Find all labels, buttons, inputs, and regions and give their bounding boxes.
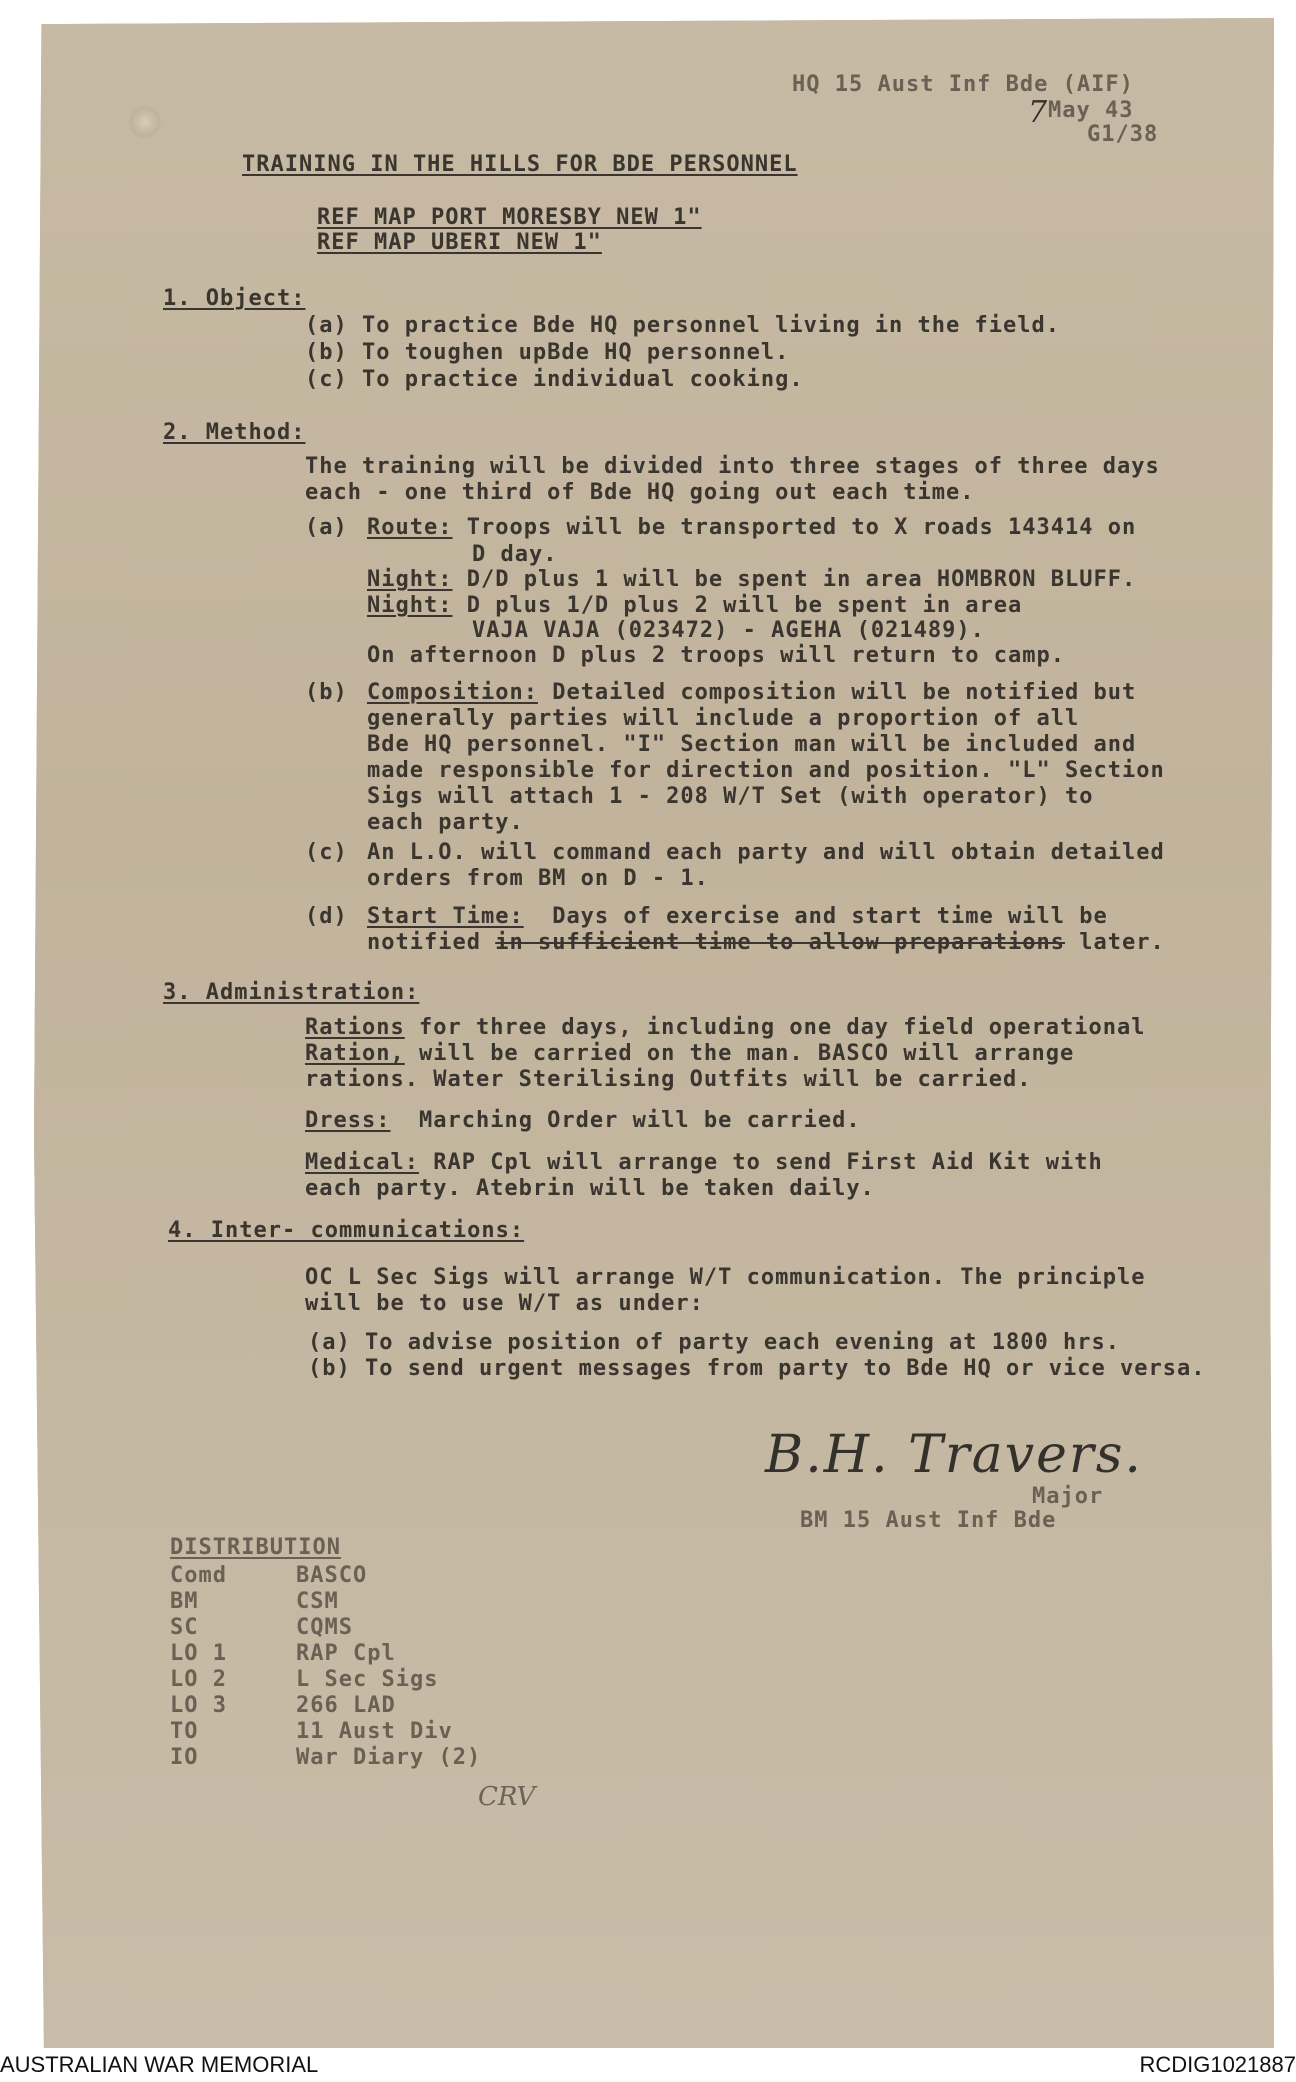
- s2-intro-2: each - one third of Bde HQ going out each time.: [305, 480, 975, 505]
- s2a-label: (a): [305, 515, 348, 540]
- later-text: later.: [1065, 930, 1165, 955]
- s2a-route: [367, 515, 1136, 540]
- s1-head: [163, 286, 305, 311]
- s3-medical-2: each party. Atebrin will be taken daily.: [305, 1176, 875, 1201]
- night1-key: Night:: [367, 567, 453, 592]
- s2c-line-2: orders from BM on D - 1.: [367, 866, 709, 891]
- composition-text: Detailed composition will be notified but: [537, 680, 1137, 705]
- dist-right-4: RAP Cpl: [296, 1641, 396, 1666]
- signature-unit: BM 15 Aust Inf Bde: [800, 1508, 1057, 1533]
- s2a-night2: [367, 593, 1022, 618]
- dist-left-1: Comd: [170, 1563, 227, 1588]
- start-time-text: Days of exercise and start time will be: [523, 904, 1108, 929]
- night2-key: Night:: [367, 593, 453, 618]
- s3-rations-1: [305, 1015, 1145, 1040]
- dress-key: Dress:: [305, 1108, 391, 1133]
- rations-text-2: will be carried on the man. BASCO will arrange: [404, 1041, 1075, 1066]
- dist-right-5: L Sec Sigs: [296, 1667, 439, 1692]
- header-date-day: 7: [1028, 95, 1048, 130]
- s4-line-2: will be to use W/T as under:: [305, 1291, 704, 1316]
- s2d-label: (d): [305, 904, 348, 929]
- dist-left-5: LO 2: [170, 1667, 227, 1692]
- s2-intro-1: The training will be divided into three stages of three days: [305, 454, 1160, 479]
- dist-left-6: LO 3: [170, 1693, 227, 1718]
- s2a-night2-cont: VAJA VAJA (023472) - AGEHA (021489).: [472, 618, 985, 643]
- s4-heading: 4. Inter- communications:: [168, 1218, 525, 1243]
- night1-text: D/D plus 1 will be spent in area HOMBRON BLUFF.: [452, 567, 1137, 592]
- s3-rations-3: rations. Water Sterilising Outfits will be carried.: [305, 1067, 1032, 1092]
- signature-handwritten: B.H. Travers.: [765, 1425, 1143, 1485]
- s2a-afternoon: On afternoon D plus 2 troops will return to camp.: [367, 643, 1066, 668]
- s2d-line-1: [367, 904, 1108, 929]
- night2-text: D plus 1/D plus 2 will be spent in area: [452, 593, 1023, 618]
- footer-record-id: RCDIG1021887: [1139, 2052, 1296, 2077]
- medical-text: RAP Cpl will arrange to send First Aid Kit with: [418, 1150, 1103, 1175]
- s2b-line-4: made responsible for direction and position. "L" Section: [367, 758, 1165, 783]
- s3-rations-2: [305, 1041, 1074, 1066]
- struck-text: in sufficient time to allow preparations: [495, 930, 1066, 955]
- header-date: May 43: [1048, 98, 1134, 123]
- dist-left-2: BM: [170, 1589, 199, 1614]
- composition-key: Composition:: [367, 680, 538, 705]
- s3-dress: [305, 1108, 861, 1133]
- dist-right-8: War Diary (2): [296, 1745, 482, 1770]
- s2b-line-2: generally parties will include a proportion of all: [367, 706, 1080, 731]
- dist-left-8: IO: [170, 1745, 199, 1770]
- dist-left-4: LO 1: [170, 1641, 227, 1666]
- dist-right-7: 11 Aust Div: [296, 1719, 453, 1744]
- dist-right-3: CQMS: [296, 1615, 353, 1640]
- dress-text: Marching Order will be carried.: [390, 1108, 861, 1133]
- dist-left-7: TO: [170, 1719, 199, 1744]
- header-hq: HQ 15 Aust Inf Bde (AIF): [792, 72, 1134, 97]
- s1-item-a: (a) To practice Bde HQ personnel living in the field.: [305, 313, 1060, 338]
- route-text: Troops will be transported to X roads 143414 on: [452, 515, 1137, 540]
- handwritten-initials: CRV: [478, 1782, 536, 1812]
- s2b-line-3: Bde HQ personnel. "I" Section man will be included and: [367, 732, 1137, 757]
- signature-rank: Major: [1032, 1484, 1104, 1509]
- s2c-line-1: An L.O. will command each party and will obtain detailed: [367, 840, 1165, 865]
- header-ref: G1/38: [1087, 122, 1159, 147]
- ration-key: Ration,: [305, 1041, 405, 1066]
- dist-right-6: 266 LAD: [296, 1693, 396, 1718]
- s4-item-a: (a) To advise position of party each evening at 1800 hrs.: [308, 1330, 1120, 1355]
- s2-head-line: [163, 420, 305, 445]
- route-key: Route:: [367, 515, 453, 540]
- punch-hole: [128, 105, 162, 139]
- s1-item-c: (c) To practice individual cooking.: [305, 367, 804, 392]
- s4-item-b: (b) To send urgent messages from party to Bde HQ or vice versa.: [308, 1356, 1206, 1381]
- rations-key: Rations: [305, 1015, 405, 1040]
- s1-heading: 1. Object:: [163, 286, 306, 311]
- medical-key: Medical:: [305, 1150, 419, 1175]
- dist-right-2: CSM: [296, 1589, 339, 1614]
- s3-heading: 3. Administration:: [163, 980, 420, 1005]
- ref-map-1: REF MAP PORT MORESBY NEW 1": [317, 205, 702, 230]
- s2b-line-1: [367, 680, 1136, 705]
- start-time-key: Start Time:: [367, 904, 524, 929]
- s4-line-1: OC L Sec Sigs will arrange W/T communication. The principle: [305, 1265, 1146, 1290]
- s2c-label: (c): [305, 840, 348, 865]
- s2b-label: (b): [305, 680, 348, 705]
- document-title: TRAINING IN THE HILLS FOR BDE PERSONNEL: [242, 152, 798, 177]
- notified-text: notified: [367, 930, 496, 955]
- s2-heading: 2. Method:: [163, 420, 306, 445]
- s3-head-line: [163, 980, 419, 1005]
- s2d-line-2: [367, 930, 1165, 955]
- dist-right-1: BASCO: [296, 1563, 368, 1588]
- distribution-heading: DISTRIBUTION: [170, 1535, 341, 1560]
- dist-left-3: SC: [170, 1615, 199, 1640]
- s2a-night1: [367, 567, 1136, 592]
- s3-medical-1: [305, 1150, 1103, 1175]
- rations-text-1: for three days, including one day field operational: [404, 1015, 1146, 1040]
- s1-item-b: (b) To toughen upBde HQ personnel.: [305, 340, 790, 365]
- s2b-line-5: Sigs will attach 1 - 208 W/T Set (with operator) to: [367, 784, 1094, 809]
- s4-head-line: [168, 1218, 524, 1243]
- footer-institution: AUSTRALIAN WAR MEMORIAL: [0, 2052, 319, 2077]
- s2b-line-6: each party.: [367, 810, 524, 835]
- s2a-route-cont: D day.: [472, 542, 558, 567]
- ref-map-2: REF MAP UBERI NEW 1": [317, 230, 602, 255]
